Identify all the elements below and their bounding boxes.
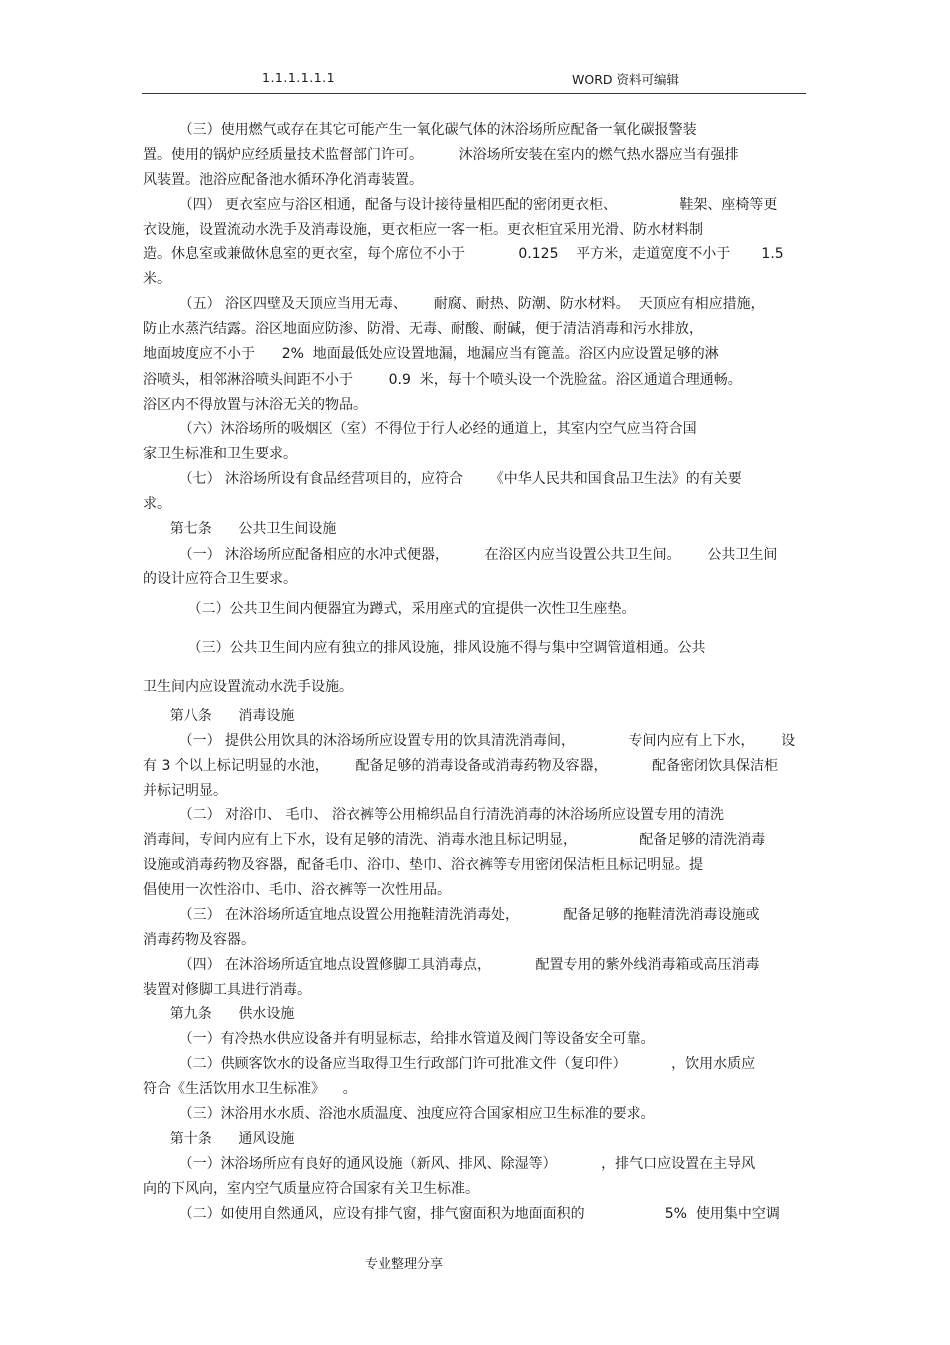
text-line: （五） 浴区四壁及天顶应当用无毒、 耐腐、耐热、防潮、防水材料。 天顶应有相应措施，: [143, 296, 765, 312]
text-line: （一）有冷热水供应设备并有明显标志，给排水管道及阀门等设备安全可靠。: [143, 1031, 655, 1047]
text-line: （二） 对浴巾、 毛巾、 浴衣裤等公用棉织品自行清洗消毒的沐浴场所应设置专用的清洗: [143, 807, 724, 823]
header-rule: [142, 93, 806, 94]
text-line: 第七条 公共卫生间设施: [143, 521, 337, 537]
text-line: 地面坡度应不小于 2% 地面最低处应设置地漏，地漏应当有篦盖。浴区内应设置足够的淋: [143, 346, 719, 362]
text-line: （二）供顾客饮水的设备应当取得卫生行政部门许可批准文件（复印件） ，饮用水质应: [143, 1056, 756, 1072]
text-line: 置。使用的锅炉应经质量技术监督部门许可。 沐浴场所安装在室内的燃气热水器应当有强排: [143, 147, 739, 163]
header-right-text: WORD 资料可编辑: [572, 72, 679, 87]
text-line: （二）如使用自然通风，应设有排气窗，排气窗面积为地面面积的 5% 使用集中空调: [143, 1206, 780, 1222]
text-line: 第十条 通风设施: [143, 1131, 295, 1147]
text-line: （三）公共卫生间内应有独立的排风设施，排风设施不得与集中空调管道相通。公共: [143, 640, 706, 656]
text-line: （三） 在沐浴场所适宜地点设置公用拖鞋清洗消毒处， 配备足够的拖鞋清洗消毒设施或: [143, 907, 760, 923]
text-line: 符合《生活饮用水卫生标准》 。: [143, 1081, 357, 1097]
text-line: 装置对修脚工具进行消毒。: [143, 982, 311, 998]
text-line: （一） 沐浴场所应配备相应的水冲式便器， 在浴区内应当设置公共卫生间。 公共卫生间: [143, 547, 778, 563]
text-line: 并标记明显。: [143, 783, 227, 799]
text-line: 卫生间内应设置流动水洗手设施。: [143, 679, 353, 695]
text-line: 求。: [143, 496, 171, 512]
text-line: 消毒药物及容器。: [143, 932, 255, 948]
text-line: 消毒间，专间内应有上下水，设有足够的清洗、消毒水池且标记明显， 配备足够的清洗消毒: [143, 832, 766, 848]
text-line: （四） 更衣室应与浴区相通，配备与设计接待量相匹配的密闭更衣柜、 鞋架、座椅等更: [143, 197, 778, 213]
text-line: （一） 提供公用饮具的沐浴场所应设置专用的饮具清洗消毒间， 专间内应有上下水， 设: [143, 733, 796, 749]
text-line: 有 3 个以上标记明显的水池， 配备足够的消毒设备或消毒药物及容器， 配备密闭饮具保洁柜: [143, 758, 779, 774]
text-line: （六）沐浴场所的吸烟区（室）不得位于行人必经的通道上，其室内空气应当符合国: [143, 421, 697, 437]
text-line: （二）公共卫生间内便器宜为蹲式，采用座式的宜提供一次性卫生座垫。: [143, 601, 636, 617]
text-line: 设施或消毒药物及容器，配备毛巾、浴巾、垫巾、浴衣裤等专用密闭保洁柜且标记明显。提: [143, 857, 703, 873]
text-line: （四） 在沐浴场所适宜地点设置修脚工具消毒点， 配置专用的紫外线消毒箱或高压消毒: [143, 957, 760, 973]
text-line: 向的下风向，室内空气质量应符合国家有关卫生标准。: [143, 1181, 479, 1197]
header-left-text: 1.1.1.1.1.1: [262, 70, 336, 85]
text-line: 防止水蒸汽结露。浴区地面应防渗、防滑、无毒、耐酸、耐碱，便于清洁消毒和污水排放，: [143, 321, 703, 337]
text-line: 衣设施，设置流动水洗手及消毒设施，更衣柜应一客一柜。更衣柜宜采用光滑、防水材料制: [143, 222, 703, 238]
text-line: 风装置。池浴应配备池水循环净化消毒装置。: [143, 172, 423, 188]
text-line: 浴区内不得放置与沐浴无关的物品。: [143, 397, 367, 413]
text-line: 倡使用一次性浴巾、毛巾、浴衣裤等一次性用品。: [143, 882, 451, 898]
text-line: 浴喷头，相邻淋浴喷头间距不小于 0.9 米，每十个喷头设一个洗脸盆。浴区通道合理通畅。: [143, 372, 742, 388]
text-line: 第九条 供水设施: [143, 1006, 295, 1022]
text-line: （三）沐浴用水水质、浴池水质温度、浊度应符合国家相应卫生标准的要求。: [143, 1106, 655, 1122]
text-line: （三）使用燃气或存在其它可能产生一氧化碳气体的沐浴场所应配备一氧化碳报警装: [143, 122, 697, 138]
text-line: （一）沐浴场所应有良好的通风设施（新风、排风、除湿等） ，排气口应设置在主导风: [143, 1156, 756, 1172]
text-line: 米。: [143, 271, 171, 287]
text-line: 第八条 消毒设施: [143, 708, 295, 724]
text-line: （七） 沐浴场所设有食品经营项目的，应符合 《中华人民共和国食品卫生法》的有关要: [143, 471, 742, 487]
footer-text: 专业整理分享: [365, 1257, 444, 1272]
text-line: 的设计应符合卫生要求。: [143, 571, 297, 587]
text-line: 家卫生标准和卫生要求。: [143, 446, 297, 462]
text-line: 造。休息室或兼做休息室的更衣室，每个席位不小于 0.125 平方米，走道宽度不小于 1.5: [143, 246, 784, 262]
